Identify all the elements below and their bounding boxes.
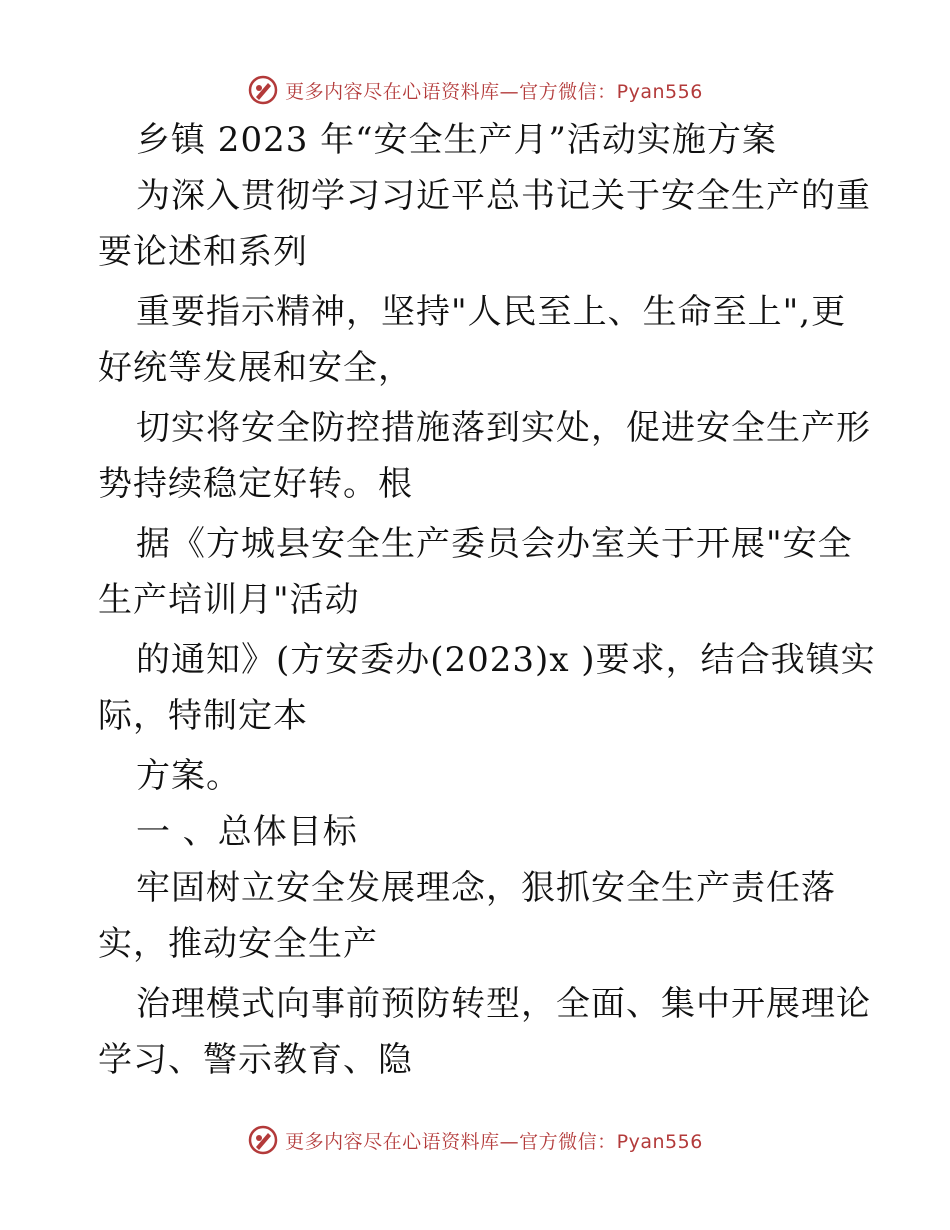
paragraph-line: 实，推动安全生产 xyxy=(98,924,378,964)
paragraph-line: 要论述和系列 xyxy=(98,232,308,272)
header-watermark xyxy=(0,70,950,110)
logo-icon xyxy=(247,74,279,106)
document-body xyxy=(98,120,876,1100)
paragraph-line: 方案。 xyxy=(136,756,241,796)
watermark-text: 更多内容尽在心语资料库—官方微信：Pyan556 xyxy=(285,80,703,103)
paragraph-line: 切实将安全防控措施落到实处，促进安全生产形 xyxy=(136,408,871,448)
section-heading: 一 、总体目标 xyxy=(136,812,358,852)
paragraph-line: 牢固树立安全发展理念，狠抓安全生产责任落 xyxy=(136,868,836,908)
paragraph-line: 好统等发展和安全， xyxy=(98,348,413,388)
paragraph-line: 势持续稳定好转。根 xyxy=(98,464,413,504)
logo-icon xyxy=(247,1124,279,1156)
paragraph-line: 据《方城县安全生产委员会办室关于开展"安全 xyxy=(136,524,853,564)
footer-watermark xyxy=(0,1120,950,1160)
paragraph-line: 际，特制定本 xyxy=(98,696,308,736)
paragraph-line: 的通知》(方安委办(2023)x )要求，结合我镇实 xyxy=(136,640,876,680)
paragraph-line: 为深入贯彻学习习近平总书记关于安全生产的重 xyxy=(136,176,871,216)
paragraph-line: 治理模式向事前预防转型，全面、集中开展理论 xyxy=(136,984,871,1024)
paragraph-line: 重要指示精神，坚持"人民至上、生命至上",更 xyxy=(136,292,847,332)
paragraph-line: 学习、警示教育、隐 xyxy=(98,1040,413,1080)
watermark-text: 更多内容尽在心语资料库—官方微信：Pyan556 xyxy=(285,1130,703,1153)
document-title: 乡镇 2023 年“安全生产月”活动实施方案 xyxy=(136,120,777,160)
paragraph-line: 生产培训月"活动 xyxy=(98,580,360,620)
